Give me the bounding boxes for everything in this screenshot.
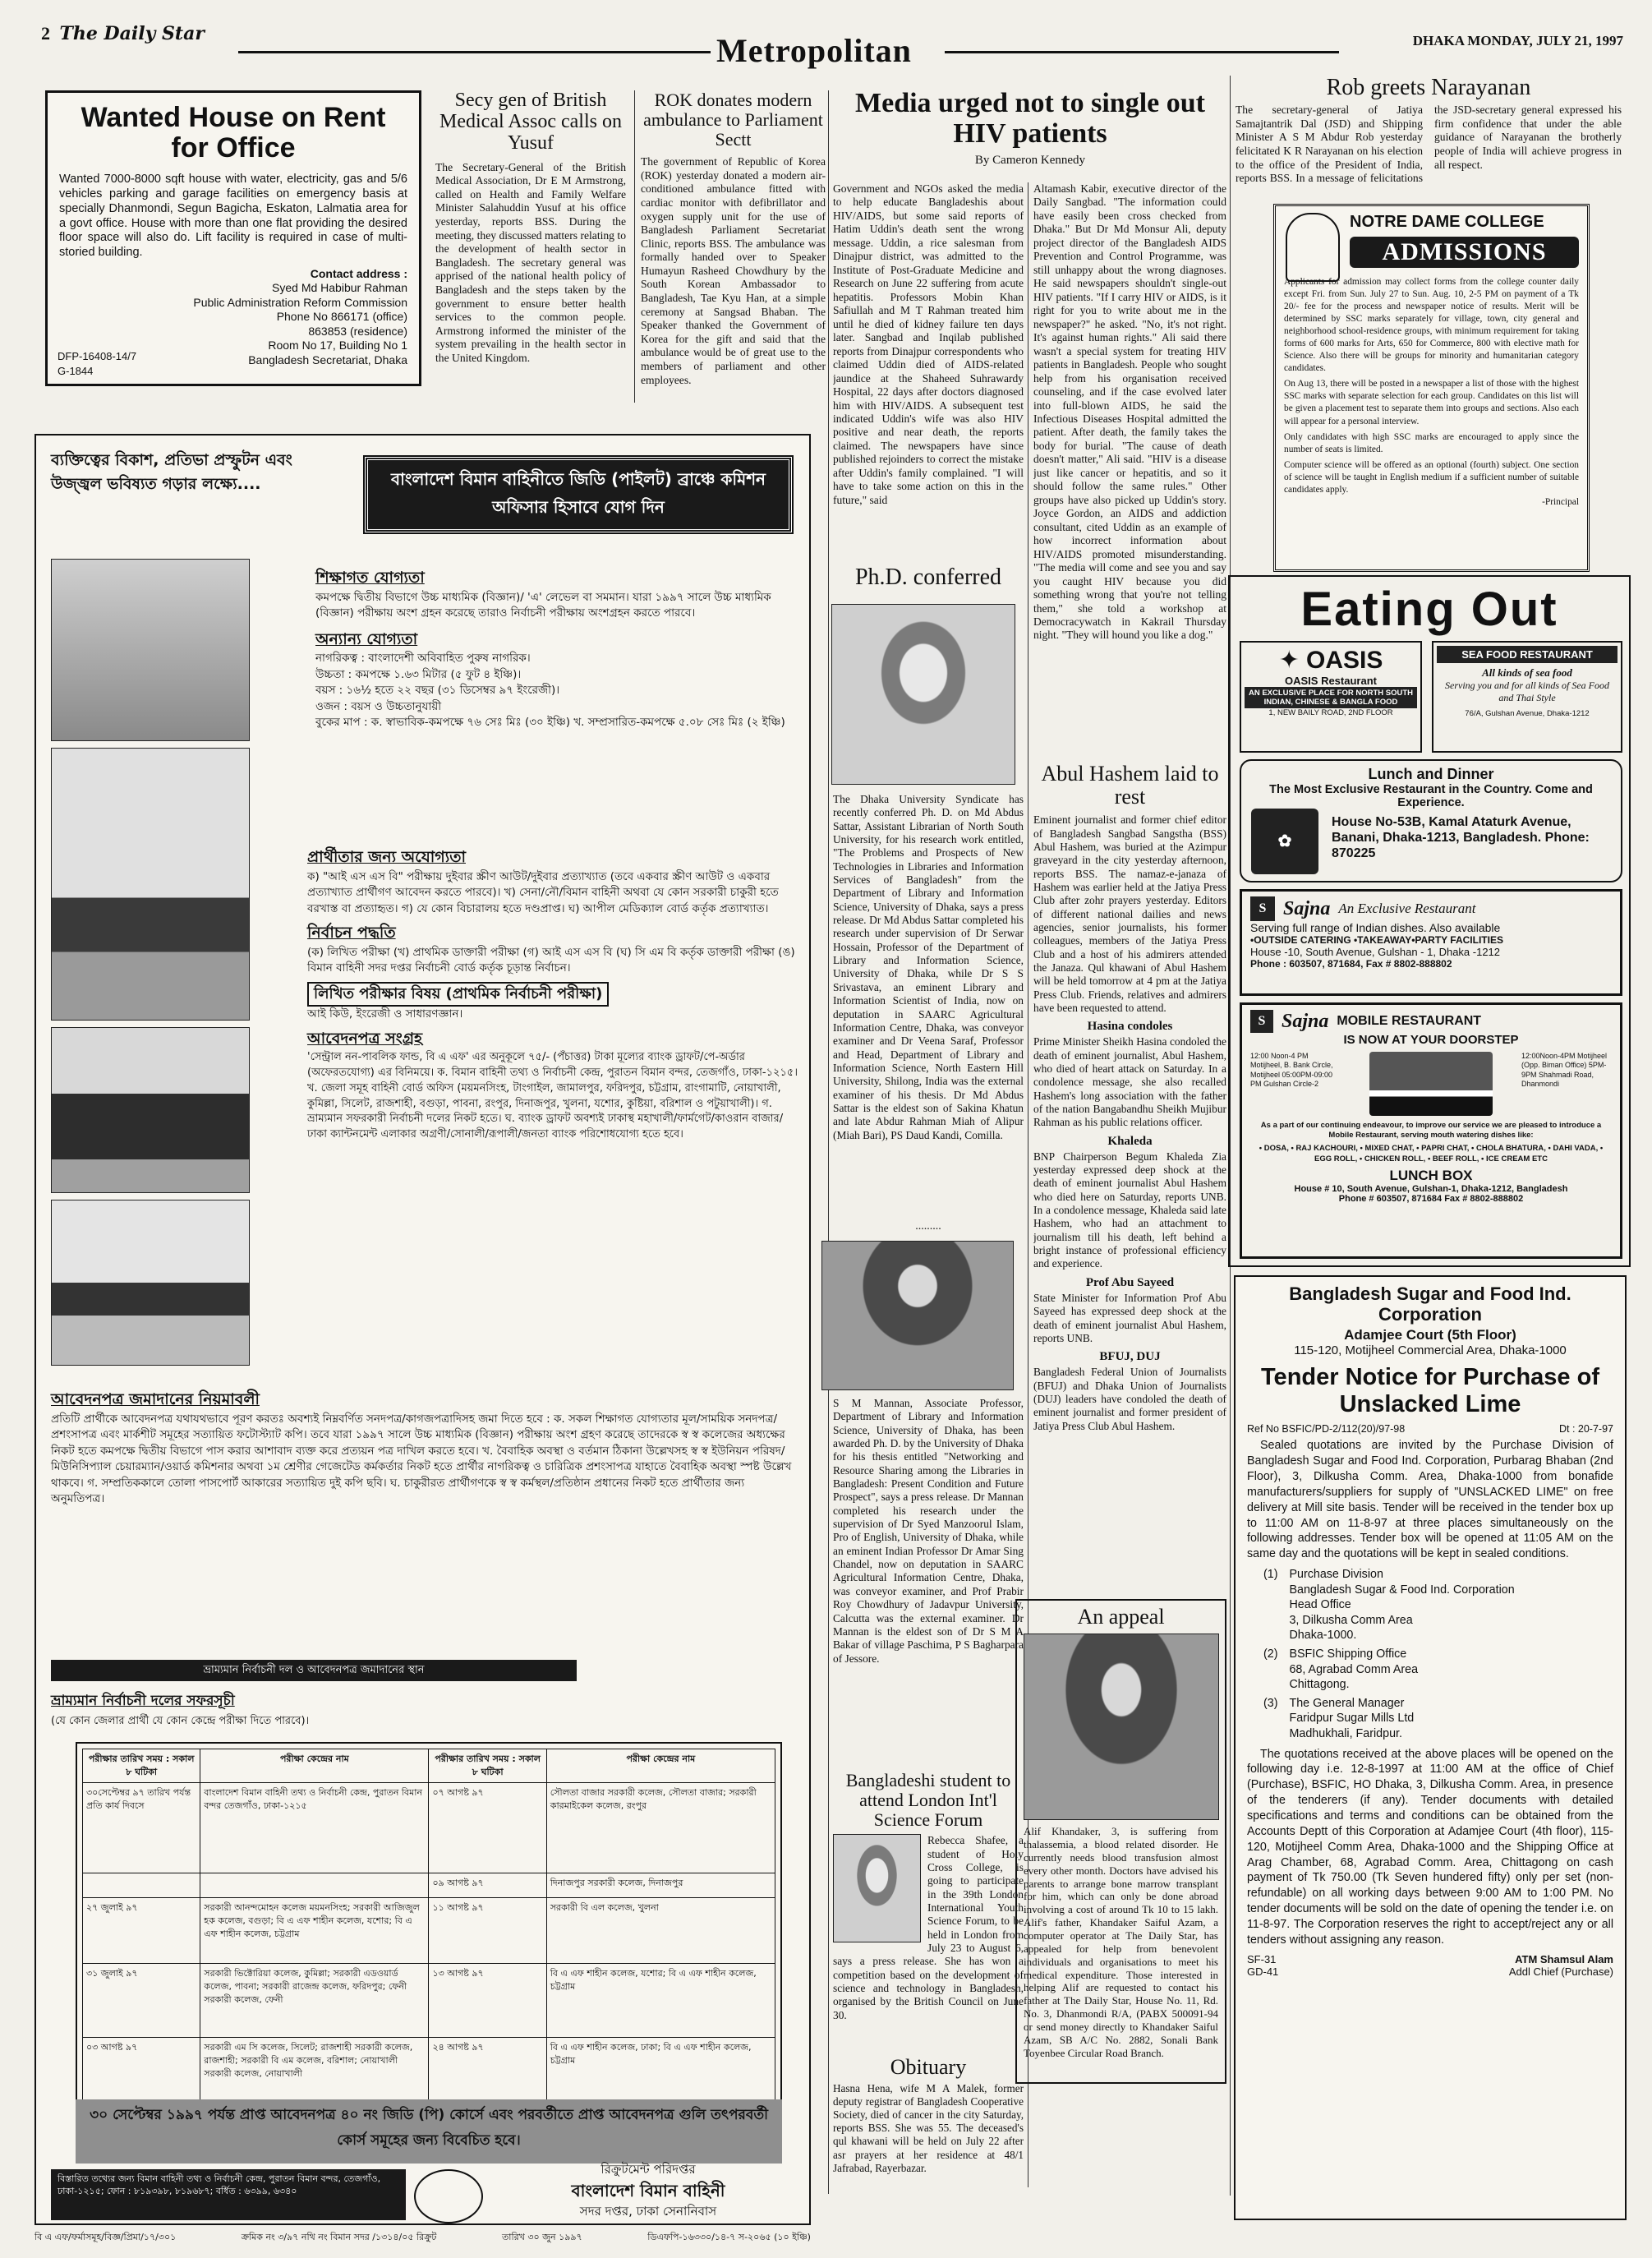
sajna-line: Phone : 603507, 871684, Fax # 8802-888802 [1250,958,1452,970]
ad-paragraph: Computer science will be offered as an optional (fourth) subject. One section of science will be taught in English medium if a sufficient number of suitable candidates apply. [1284,459,1579,495]
deadline-banner: ৩০ সেপ্টেম্বর ১৯৯৭ পর্যন্ত প্রাপ্ত আবেদনপত্র ৪০ নং জিডি (পি) কোর্সে এবং পরবর্তীতে প্রাপ্ত আবেদনপত্র গুলি তৎপরবর্তী কোর্স সমূহের জন্য বিবেচিত হবে। [76,2099,782,2164]
section-body: (ক) লিখিত পরীক্ষা (খ) প্রাথমিক ডাক্তারী পরীক্ষা (গ) আই এস এস বি (ঘ) সি এম বি কর্তৃক ডাক্তারী পরীক্ষা (ঙ) বিমান বাহিনী সদর দপ্তর নির্বাচনী বোর্ড কর্তৃক চূড়ান্ত নির্বাচন। [307,945,795,975]
admissions-banner: ADMISSIONS [1350,237,1579,268]
mobile-schedule: 12:00 Noon-4 PM Motijheel, B. Bank Circle, Motijheel 05:00PM-09:00 PM Gulshan Circle-2 [1250,1052,1333,1088]
table-row [83,1873,775,1897]
story-phd-head [833,565,1024,598]
footer-item: ক্রমিক নং ৩/৯৭ নথি নং বিমান সদর /১৩১৪/০৫ রিক্রুট [241,2232,437,2243]
lunch-address: House No-53B, Kamal Ataturk Avenue, Banani, Dhaka-1213, Bangladesh. Phone: 870225 [1332,815,1590,861]
mobile-schedule: 12:00Noon-4PM Motijheel (Opp. Biman Office) 5PM-9PM Shahmadi Road, Dhanmondi [1521,1052,1608,1088]
sajna-line: •OUTSIDE CATERING •TAKEAWAY•PARTY FACILITIES [1250,934,1503,946]
ad-paragraph: Applicants for admission may collect forms from the college counter daily except Fri. from Sun. July 27 to Sun. Aug. 10, 2-5 PM on payment of a Tk 20/- fee for the process and newspaper notice of results. Merit will be determined by SSC marks separately for village, town, city general and neighborhood school-residence groups, with minimum requirement for taking forms of 600 marks for Arts, 650 for Commerce, 800 with elective math for Science. Also there will be groups for minority and humanitarian category candidates. [1284,277,1579,374]
section-heading: নির্বাচন পদ্ধতি [307,924,396,942]
portrait-photo [831,604,1015,785]
ad-sections [307,846,800,1143]
story-body: Hasna Hena, wife M A Malek, former deputy registrar of Bangladesh Cooperative Society, died of cancer in the city Saturday, reports BSS. She was 55. The deceased's qul khawani will be held on July 22 after asr prayers at her residence at 48/1 Jafrabad, Rayerbazar. [833,2082,1024,2174]
headline: An appeal [1077,1605,1165,1629]
recruit-line: বাংলাদেশ বিমান বাহিনী [571,2180,725,2200]
mobile-phone: Phone # 603507, 871684 Fax # 8802-888802 [1338,1194,1524,1205]
subhead: Khaleda [1107,1134,1153,1148]
footer-item: তারিখ ৩০ জুন ১৯৯৭ [502,2232,582,2243]
mobile-restaurant-ad [1240,1002,1622,1259]
recruit-line: রিক্রুটমেন্ট পরিদপ্তর [601,2162,696,2177]
ad-ref: G-1844 [58,365,94,377]
section-row: বুকের মাপ : ক. স্বাভাবিক-কমপক্ষে ৭৬ সেঃ মিঃ (৩০ ইঞ্চি) খ. সম্প্রসারিত-কমপক্ষে ৫.০৮ সেঃ মিঃ (২ ইঞ্চি) [315,716,785,730]
story-hashem [1033,763,1226,1498]
schedule-table [82,1749,775,2112]
table-cell: সরকারী আনন্দমোহন কলেজ ময়মনসিংহ; সরকারী আজিজুল হক কলেজ, বগুড়া; বি এ এফ শাহীন কলেজ, যশোর; বি এ এফ শাহীন কলেজ, চট্টগ্রাম [200,1897,429,1963]
tender-address-block [1263,1696,1613,1742]
footer-item: বি এ এফ/ফর্মাসমূহ/বিজ্ঞ/প্রিমা/১৭/৩০১ [35,2232,177,2243]
contact-line: Syed Md Habibur Rahman [272,281,407,295]
student-photo [833,1834,921,1942]
table-cell: বি এ এফ শাহীন কলেজ, ঢাকা; বি এ এফ শাহীন কলেজ, চট্টগ্রাম [546,2037,775,2111]
seafood-address: 76/A, Gulshan Avenue, Dhaka-1212 [1465,709,1590,718]
tender-address-block [1263,1567,1613,1643]
table-cell: দিনাজপুর সরকারী কলেজ, দিনাজপুর [546,1873,775,1897]
ad-tagline: ব্যক্তিত্বের বিকাশ, প্রতিভা প্রস্ফুটন এবং উজ্জ্বল ভবিষ্যত গড়ার লক্ষ্যে.... [51,451,292,493]
notre-dame-ad [1273,204,1590,572]
byline: By Cameron Kennedy [974,154,1086,168]
page-number-and-paper [41,23,222,51]
address-line: The General Manager [1289,1696,1405,1710]
story-body: State Minister for Information Prof Abu Sayeed has expressed deep shock at the death of eminent journalist Abul Hashem, reports UNB. [1033,1291,1226,1344]
story-body: Eminent journalist and former chief editor of Bangladesh Sangbad Sangstha (BSS) Abul Hashem, was buried at the Azimpur graveyard in the city yesterday afternoon, reports BSS. The namaz-e-janaza of Hashem was earlier held at the Jatiya Press Club after zohr prayers yesterday. Editors of different national dailies and news agencies, senior journalists, his former colleagues, members of the Jatiya Press Club and a host of his admirers attended the Janaza. Qul khawani of Abul Hashem will be held tomorrow at 4 pm at the Jatiya Press Club. Friends, relatives and admirers have been requested to attend. [1033,813,1226,1014]
table-cell: ০৭ আগষ্ট ৯৭ [429,1782,546,1873]
oasis-text: AN EXCLUSIVE PLACE FOR NORTH SOUTH INDIAN, CHINESE & BANGLA FOOD [1245,687,1417,708]
address-line: Purchase Division [1289,1568,1383,1582]
story-phd-body2: S M Mannan, Associate Professor, Department of Library and Information Science, University of Dhaka, has been awarded Ph. D. by the University of Dhaka for his thesis entitled "Networking and Resource Sharing among the Libraries in Bangladesh: Present Condition and Future Prospect", says a press release. Dr Mannan completed his research under the supervision of Dr Syed Manzoorul Islam, Pro of English, University of Dhaka, while an eminent Indian Professor Dr Amar Sing Chandel, now on deputation in SAARC Agricultural Information Centre, Dhaka, was conveyor examiner, and Prof Prabir Roy Chowdhury of Jadavpur University, Calcutta was the external examiner. Dr Mannan is the eldest son of Dr S M A Bakar of village Paschima, P S Bagharpara of Jessore. [833,1397,1024,1665]
aircraft-photo [51,559,250,741]
tender-code: SF-31 [1247,1952,1277,1965]
house-wanted-ad [45,90,421,386]
table-header: পরীক্ষা কেন্দ্রের নাম [546,1749,775,1783]
story-hiv-col1: Government and NGOs asked the media to help educate Bangladeshis about HIV/AIDS, but some said reports of Hatim Uddin's death sent the wrong message. Uddin, a rice salesman from Dinajpur district, was admitted to the Institute of Post-Graduate Medicine and Research on June 22 suffering from acute hepatitis. Professors Mobin Khan Safiullah and M T Rahman treated him until he died of kidney failure ten days later. Sangbad and Inqilab published reports from Dinajpur correspondents who claimed Uddin died of AIDS-related jaundice at the Shaheed Suhrawardy Hospital, 22 days after doctors diagnosed him with HIV/AIDS. A subsequent test indicated Uddin's wife was also HIV positive and near death, the reports claimed. The newspapers have since published rejoinders to correct the mistake after Uddin's family complained. "I will have to take some action on this in the future," said [833,182,1024,506]
seafood-title: SEA FOOD RESTAURANT [1437,646,1617,663]
story-body: The government of Republic of Korea (ROK) yesterday donated a modern air-conditioned ambulance fitted with cardiac monitor with defibrillator and oxygen supply unit for the use of Bangladesh Parliament Secretariat Clinic, reports BSS. The ambulance was formally handed over to Speaker Humayun Rasheed Chowdhury by the South Korean Ambassador to Bangladesh, Tae Kyu Han, at a simple ceremony at Sangsad Bhaban. The Speaker thanked the Government of Korea for the gift and said that the ambulance would be of great use to the members of parliament and other employees. [641,155,826,386]
tender-address-block [1263,1647,1613,1693]
story-body: Alif Khandaker, 3, is suffering from thalassemia, a blood related disorder. He currently needs blood transfusion almost every other month. Doctors have advised his parents to arrange bone marrow transplant for him, which can only be done abroad involving a cost of around Tk 10 to 15 lakh. Alif's father, Khandaker Saiful Azam, a computer operator at The Daily Star, has appealed for help from benevolent individuals and organisations to meet his medical expenditure. Those interested in helping Alif are requested to contact his father at The Daily Star, House No. 11, Rd. No. 3, Dhanmondi R/A, (PABX 500091-94 or send money directly to Khandaker Saiful Azam, SB A/C No. 2882, Sonali Bank Toyenbee Circular Road Branch. [1024,1825,1218,2059]
section-heading: শিক্ষাগত যোগ্যতা [315,569,425,587]
table-cell: ৩০সেপ্টেম্বর ৯৭ তারিখ পর্যন্ত প্রতি কার্য দিবসে [83,1782,200,1873]
story-bma [435,90,626,411]
mobile-title: MOBILE RESTAURANT [1337,1014,1482,1028]
story-body: Rebecca Shafee, a student of Holy Cross College, is going to participate in the 39th London International Youth Science Forum, to be held in London from July 23 to August 6, says a press release. She has won a competition based on the development of science and technology in Bangladesh, organised by the British Council on June 30. [833,1834,1024,2021]
sajna-logo-icon: S [1250,1010,1273,1033]
lunch-title: Lunch and Dinner [1368,766,1494,782]
info-center-box: বিস্তারিত তথ্যের জন্য বিমান বাহিনী তথ্য ও নির্বাচনী কেন্দ্র, পুরাতন বিমান বন্দর, তেজগাঁও, ঢাকা-১২১৫; ফোন : ৮১৯৩৯৮, ৮১৯৬৮৭; বর্ধিত : ৬৩৯৯, ৬৩৪০ [51,2169,406,2220]
section-row: বয়স : ১৬½ হতে ২২ বছর (৩১ ডিসেম্বর ৯৭ ইংরেজী)। [315,684,560,698]
section-heading: প্রার্থীতার জন্য অযোগ্যতা [307,848,466,866]
table-cell: ৩১ জুলাই ৯৭ [83,1963,200,2037]
story-hiv-head [833,89,1227,181]
food-truck-icon [1369,1052,1493,1116]
sajna-ad [1240,889,1622,996]
address-number: (1) [1263,1568,1278,1582]
restaurant-logo-icon: ✿ [1251,809,1318,874]
headline: Bangladeshi student to attend London Int'l Science Forum [845,1771,1011,1830]
dark-strip: ভ্রাম্যমান নির্বাচনী দল ও আবেদনপত্র জমাদানের স্থান [51,1660,577,1681]
section-body: প্রতিটি প্রার্থীকে আবেদনপত্র যথাযথভাবে পূরণ করতঃ অবশ্যই নিম্নবর্ণিত সনদপত্র/কাগজপত্রাদিসহ জমা দিতে হবে : ক. সকল শিক্ষাগত যোগ্যতার মূল/সাময়িক সনদপত্র/প্রশংসাপত্র এবং মার্কশীট সমূহের সত্যায়িত ফটোস্ট্যাট কপি। তবে যারা ১৯৯৭ সালে উচ্চ মাধ্যমিক (বিজ্ঞান) পরীক্ষায় অংশ গ্রহণ করেছে তাদেরকে স্ব স্ব কলেজের অধ্যক্ষের নিকট হতে কমপক্ষে দ্বিতীয় বিভাগে পাস করার আশাবাদ ব্যক্ত করে প্রত্যয়ন পত্র দাখিল করতে হবে। খ. বৈবাহিক অবস্থা ও বর্তমান ঠিকানা উল্লেখসহ স্ব স্ব ইউনিয়ন পরিষদ/মিউনিসিপ্যাল চেয়ারম্যান/ওয়ার্ড কমিশনার অথবা ১ম শ্রেণীর গেজেটেড কর্মকর্তার নিকট হতে প্রার্থীর নাগরিকত্ব ও চারিত্রিক প্রশংসাপত্র যাহাতে বৈবাহিক অবস্থা স্পষ্ট উল্লেখ থাকবে। গ. সম্প্রতিককালে তোলা পাসপোর্ট আকারের সত্যায়িত দুই কপি ছবি। ঘ. চাকুরীরত প্রার্থীগণকে স্ব স্ব কর্মস্থল/প্রতিষ্ঠান প্রধানের নিকট হতে প্রার্থীতার জন্য অনুমতিপত্র। [51,1412,792,1506]
table-header: পরীক্ষা কেন্দ্রের নাম [200,1749,429,1783]
table-cell: বাংলাদেশ বিমান বাহিনী তথ্য ও নির্বাচনী কেন্দ্র, পুরাতন বিমান বন্দর তেজগাঁও, ঢাকা-১২১৫ [200,1782,429,1873]
table-header: পরীক্ষার তারিখ সময় : সকাল ৮ ঘটিকা [429,1749,546,1783]
child-photo [1024,1634,1219,1820]
address-line: Bangladesh Sugar & Food Ind. Corporation [1289,1583,1515,1597]
tender-date: Dt : 20-7-97 [1558,1423,1613,1435]
section-sub: (যে কোন জেলার প্রার্থী যে কোন কেন্দ্রে পরীক্ষা দিতে পারবে)। [51,1715,310,1727]
contact-line: Public Administration Reform Commission [193,295,407,309]
section-body: 'সেন্ট্রাল নন-পাবলিক ফান্ড, বি এ এফ' এর অনুকূলে ৭৫/- (পঁচাত্তর) টাকা মূল্যের ব্যাংক ড্রাফট/পে-অর্ডার (অফেরতযোগ্য) এর বিনিময়ে। ক. বিমান বাহিনী তথ্য ও নির্বাচনী কেন্দ্র, পুরাতন বিমান বন্দর, তেজগাঁও, ঢাকা-১২১৫। খ. জেলা সমূহ বাহিনী বোর্ড অফিস (ময়মনসিংহ, টাংগাইল, জামালপুর, ফরিদপুর, চট্টগ্রাম, রাংগামাটি, নোয়াখালী, কুমিল্লা, সিলেট, রাজশাহী, বগুড়া, পাবনা, রংপুর, দিনাজপুর, খুলনা, যশোর, কুষ্টিয়া, বরিশাল ও পটুয়াখালী)। গ. ভ্রাম্যমান সফরকারী নির্বাচনী দলের নিকট হতে। ঘ. ব্যাংক ড্রাফট অবশ্যই ঢাকাস্থ মহাখালী/ফার্মগেট/কাওরান বাজার/ ঢাকা ক্যান্টনমেন্ট এলাকার অগ্রণী/সোনালী/রূপালী/জনতা ব্যাংক পরিশোধযোগ্য হতে হবে। [307,1051,798,1141]
address-number: (2) [1263,1647,1278,1661]
address-line: Dhaka-1000. [1289,1629,1357,1643]
oasis-address: 1, NEW BAILY ROAD, 2ND FLOOR [1268,708,1393,717]
subhead: Hasina condoles [1087,1020,1173,1034]
table-cell: ০৩ আগষ্ট ৯৭ [83,2037,200,2111]
address-line: Madhukhali, Faridpur. [1289,1726,1402,1740]
ad-ref: DFP-16408-14/7 [58,350,137,362]
story-phd-body1: The Dhaka University Syndicate has recently conferred Ph. D. on Md Abdus Sattar, Assistant Librarian of North South University, for his research work entitled, "The Problems and Prospects of New Technologies in Libraries and Information Services of Bangladesh" from the Department of Library and Information Science, University of Dhaka, says a press release. Dr Md Abdus Sattar completed his research under supervision of Dr Serwar Hossain, Professor of the Department of Library and Information Science, University of Dhaka, while Dr S S Srivastava, an eminent Library and Information Scientist of India, now on deputation in SAARC Agricultural Information Centre, Dhaka, was conveyor examiner and Dr Veena Saraf, Professor and Head, Department of Library and Information Science, North Eastern Hill University, Shilong, India was the external examiner of his thesis. Dr Md Abdus Sattar is the eldest son of Sakina Khatun and late Abdur Rahman Miah of Alipur (Miah Bari), PS Daud Kandi, Comilla. [833,793,1024,1141]
air-force-emblem-icon [414,2169,483,2223]
table-cell [200,1873,429,1897]
table-header: পরীক্ষার তারিখ সময় : সকাল ৮ ঘটিকা [83,1749,200,1783]
sajna-name: Sajna [1283,897,1331,919]
subhead: Prof Abu Sayeed [1085,1275,1175,1289]
table-cell: সরকারী এম সি কলেজ, সিলেট; রাজশাহী সরকারী কলেজ, রাজশাহী; সরকারী বি এম কলেজ, বরিশাল; নোয়াখালী সরকারী কলেজ, নোয়াখালী [200,2037,429,2111]
headline: Rob greets Narayanan [1326,76,1531,100]
ad-banner: বাংলাদেশ বিমান বাহিনীতে জিডি (পাইলট) ব্রাঞ্চে কমিশন অফিসার হিসাবে যোগ দিন [365,457,792,532]
table-cell [83,1873,200,1897]
contact-line: Bangladesh Secretariat, Dhaka [248,353,407,366]
table-cell: ০৯ আগষ্ট ৯৭ [429,1873,546,1897]
section-body: কমপক্ষে দ্বিতীয় বিভাগে উচ্চ মাধ্যমিক (বিজ্ঞান)/ 'এ' লেভেল বা সমমান। যারা ১৯৯৭ সালে উচ্চ মাধ্যমিক (বিজ্ঞান) পরীক্ষায় অংশ গ্রহন করেছে তারাও নির্বাচনী পরীক্ষায় অংশগ্রহন করতে পারবে। [315,590,771,620]
oasis-ad [1240,641,1422,753]
subhead: BFUJ, DUJ [1099,1350,1161,1364]
headline: Abul Hashem laid to rest [1041,763,1219,809]
story-body: BNP Chairperson Begum Khaleda Zia yesterday expressed deep shock at the death of eminent journalist Abul Hashem who died here on Saturday, reports UNB. In a condolence message, Khaleda said late Hashem, who had an attachment to journalism till his death, left behind a bright instance of professional efficiency and experience. [1033,1150,1226,1270]
address-line: BSFIC Shipping Office [1289,1647,1407,1661]
air-force-recruitment-ad [35,434,811,2225]
mobile-address: House # 10, South Avenue, Gulshan-1, Dhaka-1212, Bangladesh [1294,1184,1568,1195]
table-cell: ২৭ জুলাই ৯৭ [83,1897,200,1963]
header-rule-left [238,51,711,53]
story-rob [1236,76,1622,191]
section-row: নাগরিকত্ব : বাংলাদেশী অবিবাহিত পুরুষ নাগরিক। [315,652,531,666]
section-row: ওজন : বয়স ও উচ্চতানুযায়ী [315,699,442,713]
table-cell: ১১ আগষ্ট ৯৭ [429,1897,546,1963]
tender-ref: Ref No BSFIC/PD-2/112(20)/97-98 [1247,1423,1406,1435]
story-obituary [833,2056,1024,2212]
table-cell: ২৪ আগষ্ট ৯৭ [429,2037,546,2111]
recruit-signature [496,2161,800,2221]
section-body: আই কিউ, ইংরেজী ও সাধারণজ্ঞান। [307,1007,463,1021]
section-body: ক) "আই এস এস বি" পরীক্ষায় দুইবার স্ক্রীণ আউট/দুইবার প্রত্যাখ্যাত (তবে একবার স্ক্রীণ আউট ও একবার প্রত্যাখ্যাত প্রার্থীগণ আবেদন করতে পারবে)। খ) সেনা/নৌ/বিমান বাহিনী অথবা যে কোন সরকারী চাকুরী হতে বরখাস্ত বা প্রত্যাহৃত। গ) যে কোন বিচারালয় হতে দণ্ডপ্রাপ্ত। ঘ) আপীল মেডিক্যাল বোর্ড কর্তৃক প্রত্যাখ্যাত। [307,869,779,915]
paper-name: The Daily Star [59,23,205,44]
tender-paragraph: The quotations received at the above places will be opened on the following day i.e. 12-8-1997 at 11:00 AM at the office of Chief (Purchase), BSFIC, HO Dhaka, 3, Dilkusha Comm. Area, in presence of the tenderers (if any). Tender documents with detailed specifications and terms and conditions can be obtained from the Accounts Deptt of this Corporation at Adamjee Court (4th floor), 115-120, Motijheel Comm Area, Dhaka-1000 and the Shipping Office at Arag Chamber, 68, Agrabad Comm. Area, Chittagong on cash payment of Tk 750.00 (Tk Seven hundered fifty) only per set (non-refundable) on all working days between 9:00 AM to 1:00 PM. No tender documents will be sold on the date of opening the tender i.e. on 11-8-97. The Corporation reserves the right to accept/reject any or all tenders without assigning any reason. [1247,1747,1613,1947]
seafood-sub: All kinds of sea food [1482,666,1572,679]
signatory-name: ATM Shamsul Alam [1515,1952,1613,1965]
tender-code: GD-41 [1247,1965,1279,1978]
header-rule-right [945,51,1339,53]
tender-title: Tender Notice for Purchase of Unslacked Lime [1261,1363,1599,1417]
ad-footer [35,2225,811,2250]
story-hiv-col2: Altamash Kabir, executive director of the Daily Sangbad. "The information could have easily been cross checked from Dhaka." But Dr Md Monsur Ali, deputy project director of the Bangladesh AIDS Prevention and Control Programme, was still unhappy about the wrong diagnoses. He said newspapers shouldn't single-out HIV patients. "If I carry HIV or AIDS, is it right for you to write about me in the newspaper?" he asked. "No, it's not right. It's against human rights." Ali said there wasn't a special system for treating HIV patients in Bangladesh. People who sought help from his organisation received counseling, and if the case evolved later into full-blown AIDS, he said the Infectious Diseases Hospital admitted the patient. After death, the family takes the body for burial. "The cause of death doesn't matter," Ali said. "HIV is a disease just like cancer or hepatitis, and so it should follow the same rules." Other groups have also picked up Uddin's story. Joyce Gordon, an AIDS and addiction consultant, cited Uddin as an example of how incorrect information about HIV/AIDS promoted misunderstanding. "The media will come and see you and say you caught HIV because you did something wrong that you're not telling them," she told a workshop at Democracywatch in Kakrail Thursday night. "They will hound you like a dog." [1033,182,1226,642]
lunch-dinner-ad [1240,759,1622,882]
portrait-photo [821,1241,1014,1390]
headline: Secy gen of British Medical Assoc calls on Yusuf [439,90,622,154]
headline: Media urged not to single out HIV patients [855,89,1205,149]
eating-out-section [1228,575,1631,1267]
ad-title: Wanted House on Rent for Office [81,102,386,164]
ad-body: Wanted 7000-8000 sqft house with water, electricity, gas and 5/6 vehicles parking and garage facilities on emergency basis at specially Dhanmondi, Segun Bagicha, Eskaton, Lalmatia area for a govt office. House with more than one flat providing the desired floor space will also do. Lift facility is required in case of multi-storied building. [59,173,407,259]
address-line: Faridpur Sugar Mills Ltd [1289,1712,1415,1726]
story-body: Prime Minister Sheikh Hasina condoled the death of eminent journalist, Abul Hashem, who died of heart attack on Saturday. In a condolence message, she also recalled Hashem's long association with the father of the nation Bangabandhu Sheikh Mujibur Rahman as his public relations officer. [1033,1035,1226,1129]
dateline: DHAKA MONDAY, JULY 21, 1997 [1412,33,1623,48]
headline: Obituary [890,2056,967,2079]
college-name: NOTRE DAME COLLEGE [1350,213,1544,231]
section-title: Eating Out [1300,583,1558,636]
seafood-text: Serving you and for all kinds of Sea Food and Thai Style [1445,680,1609,703]
pilot-photo [51,1027,250,1193]
oasis-name: OASIS Restaurant [1285,675,1377,687]
tender-org: Bangladesh Sugar and Food Ind. Corporation [1289,1283,1571,1325]
story-body: The secretary-general of Jatiya Samajtantrik Dal (JSD) and Shipping Minister A S M Abdur Rob yesterday felicitated K R Narayanan on his election to the office of the President of India, reports BSS. In a message of felicitations the JSD-secretary general expressed his firm confidence that under the able guidance of Narayanan the brotherly people of India will achieve progress in all respect. [1236,104,1622,185]
sajna-line: Serving full range of Indian dishes. Also available [1250,921,1501,934]
section-heading: ভ্রাম্যমান নির্বাচনী দলের সফরসূচী [51,1693,235,1709]
ad-paragraph: On Aug 13, there will be posted in a newspaper a list of those with the highest SSC marks with separate selection for each group. Candidates on this list will be given a placement test to separate them into groups and sections. Also each will appear for a personal interview. [1284,379,1579,426]
address-line: Chittagong. [1289,1678,1350,1692]
table-row [83,1897,775,1963]
table-cell: ১৩ আগষ্ট ৯৭ [429,1963,546,2037]
footer-item: ডিএফপি-১৬৩৩০/১৪-৭ স-২০৬৫ (১০ ইঞ্চি) [647,2232,811,2243]
tender-paragraph: Sealed quotations are invited by the Purchase Division of Bangladesh Sugar and Food Ind. Corporation, Purbarag Bhaban (2nd Floor), 3, Dilkusha Comm. Area, Dhaka-1000 from bonafide manufacturers/suppliers for supply of "UNSLACKED LIME" on free delivery at Mill site basis. Tender will be received in the tender box up to 11:00 AM on 11-8-97 at three places simultaneously on the following addresses. Tender box will be opened at 11:05 AM on the same day and the quotations will be kept in sealed conditions. [1247,1439,1613,1561]
tender-address: Adamjee Court (5th Floor) [1344,1326,1516,1343]
section-row: উচ্চতা : কমপক্ষে ১.৬৩ মিটার (৫ ফুট ৪ ইঞ্চি)। [315,667,522,681]
table-cell: সৌলতা বাজার সরকারী কলেজ, সৌলতা বাজার; সরকারী কারমাইকেল কলেজ, রংপুর [546,1782,775,1873]
helicopter-photo [51,748,250,1021]
story-body: The Secretary-General of the British Medical Association, Dr E M Armstrong, called on Health and Family Welfare Minister Salahuddin Yusuf at his office yesterday, reports BSS. During the meeting, they discussed matters relating to the development of health sector in Bangladesh. The secretary general was apprised of the national health policy of Bangladesh and the steps taken by the government to ensure better health services to the common people. Armstrong informed the minister of the system prevailing in the health sector in the United Kingdom. [435,160,626,364]
section-heading: লিখিত পরীক্ষার বিষয় (প্রাথমিক নির্বাচনী পরীক্ষা) [307,982,609,1007]
application-rules [51,1282,798,1508]
sajna-tagline: An Exclusive Restaurant [1338,901,1476,916]
seafood-ad [1432,641,1622,753]
headline: Ph.D. conferred [854,565,1002,590]
contact-line: 863853 (residence) [308,324,407,338]
story-rok [641,90,826,411]
page-number: 2 [41,23,50,44]
mobile-sub: IS NOW AT YOUR DOORSTEP [1343,1033,1519,1047]
address-line: 3, Dilkusha Comm Area [1289,1613,1413,1627]
table-cell: সরকারী ভিক্টোরিয়া কলেজ, কুমিল্লা; সরকারী এডওয়ার্ড কলেজ, পাবনা; সরকারী রাজেন্দ্র কলেজ, ফরিদপুর; ফেনী সরকারী কলেজ, ফেনী [200,1963,429,2037]
sajna-line: House -10, South Avenue, Gulshan - 1, Dhaka -1212 [1250,946,1501,958]
appeal-box [1015,1599,1226,2084]
table-row [83,1782,775,1873]
address-number: (3) [1263,1696,1278,1710]
headline: ROK donates modern ambulance to Parliament Sectt [643,90,823,150]
signature: -Principal [1542,496,1579,507]
column-rule [828,90,829,2194]
mobile-lunchbox: LUNCH BOX [1389,1168,1473,1184]
lunch-sub: The Most Exclusive Restaurant in the Country. Come and Experience. [1269,783,1593,809]
tender-notice [1234,1275,1627,2220]
column-rule [634,90,635,403]
ad-sections [315,567,800,731]
signatory-title: Addl Chief (Purchase) [1508,1965,1613,1978]
recruit-line: সদর দপ্তর, ঢাকা সেনানিবাস [579,2203,717,2219]
ad-paragraph: Only candidates with high SSC marks are encouraged to apply since the number of seats is limited. [1284,431,1579,454]
sajna-logo-icon: S [1250,896,1275,921]
contact-label: Contact address : [310,266,407,280]
contact-line: Room No 17, Building No 1 [268,339,407,353]
contact-line: Phone No 866171 (office) [276,310,407,324]
story-body: Bangladesh Federal Union of Journalists (BFUJ) and Dhaka Union of Journalists (DUJ) leaders have condoled the death of eminent journalist and former president of Jatiya Press Club Abul Hashem. [1033,1366,1226,1432]
table-row [83,1963,775,2037]
sajna-name: Sajna [1282,1010,1329,1032]
address-line: Head Office [1289,1598,1351,1612]
separator-dots: ......... [915,1220,941,1233]
table-cell: সরকারী বি এল কলেজ, খুলনা [546,1897,775,1963]
section-heading: আবেদনপত্র সংগ্রহ [307,1029,423,1048]
oasis-logo-icon: ✦ OASIS [1278,647,1383,674]
table-cell: বি এ এফ শাহীন কলেজ, যশোর; বি এ এফ শাহীন কলেজ, চট্টগ্রাম [546,1963,775,2037]
section-heading: আবেদনপত্র জমাদানের নিয়মাবলী [51,1390,260,1408]
mobile-dishes: • DOSA, • RAJ KACHOURI, • MIXED CHAT, • PAPRI CHAT, • CHOLA BHATURA, • DAHI VADA, • EGG ROLL, • CHICKEN ROLL, • BEEF ROLL, • ICE CREAM ETC [1259,1143,1604,1164]
tender-address: 115-120, Motijheel Commercial Area, Dhaka-1000 [1294,1343,1567,1357]
section-title: Metropolitan [716,32,912,69]
schedule-table-wrap [76,1742,782,2118]
mobile-desc: As a part of our continuing endeavour, to improve our service we are pleased to introduce a Mobile Restaurant, serving mouth watering dishes like: [1260,1121,1602,1140]
section-heading: অন্যান্য যোগ্যতা [315,629,418,648]
college-crest-icon [1286,213,1340,282]
address-line: 68, Agrabad Comm Area [1289,1662,1419,1676]
